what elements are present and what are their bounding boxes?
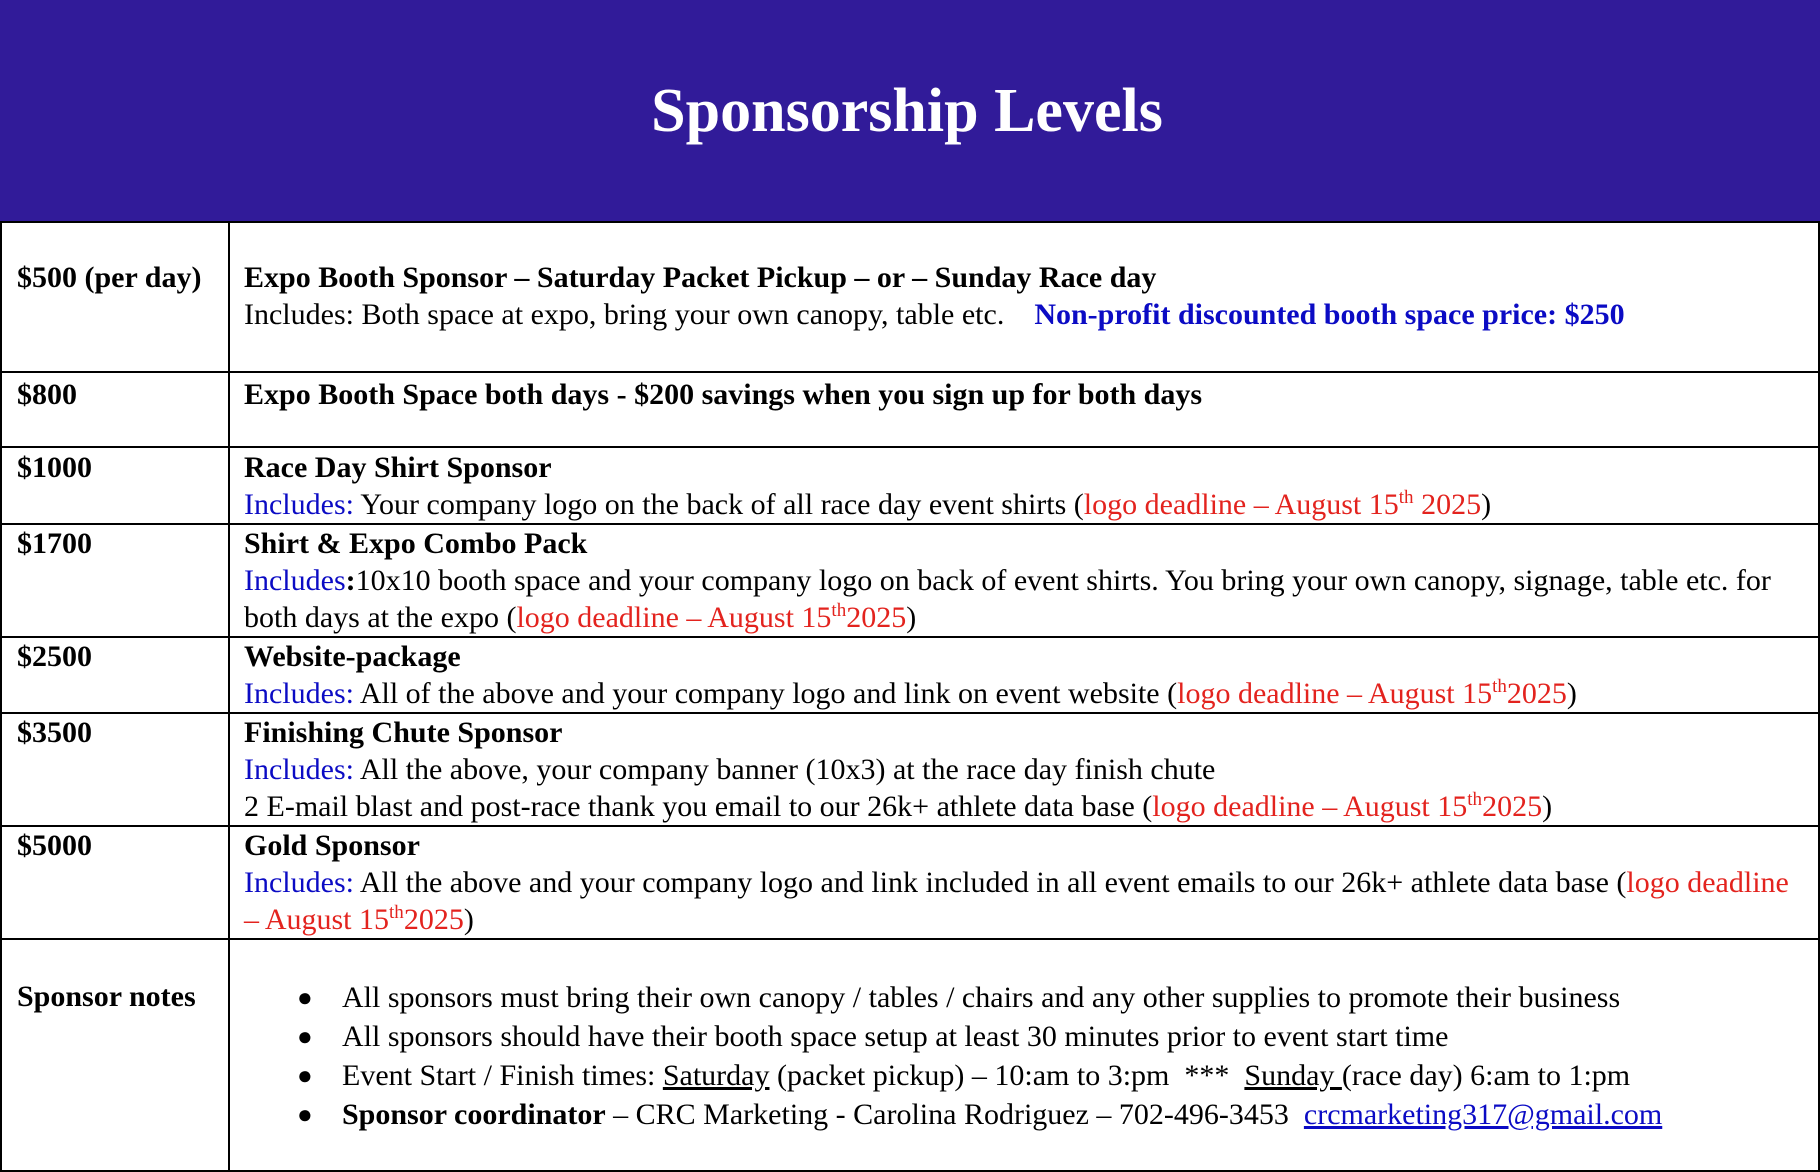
level-includes: Includes: All the above and your company logo and link included in all event emails to our 26k+ athlete data base (logo deadline – August 15th2025) xyxy=(244,866,1789,936)
description-cell xyxy=(229,637,1819,713)
table-row xyxy=(1,826,1819,939)
level-title: Shirt & Expo Combo Pack xyxy=(244,527,588,560)
table-row xyxy=(1,713,1819,826)
level-title: Gold Sponsor xyxy=(244,829,420,862)
logo-deadline: logo deadline – August 15th2025 xyxy=(1152,789,1543,823)
level-includes: Includes: Your company logo on the back of all race day event shirts (logo deadline – August 15th 2025) xyxy=(244,487,1492,521)
table-row xyxy=(1,447,1819,524)
level-includes: Includes:10x10 booth space and your company logo on back of event shirts. You bring your own canopy, signage, table etc. for both days at the expo (logo deadline – August 15th2025) xyxy=(244,564,1771,634)
level-title: Race Day Shirt Sponsor xyxy=(244,451,552,484)
level-title: Website-package xyxy=(244,640,461,673)
description-cell xyxy=(229,222,1819,372)
header-banner xyxy=(0,0,1820,221)
logo-deadline: logo deadline – August 15th2025 xyxy=(244,866,1789,936)
price: $500 (per day) xyxy=(17,261,202,294)
list-item: ● All sponsors should have their booth space setup at least 30 minutes prior to event start time xyxy=(342,1017,1818,1056)
price: $3500 xyxy=(17,716,92,749)
level-includes: Includes: Both space at expo, bring your own canopy, table etc. Non-profit discounted booth space price: $250 xyxy=(244,298,1625,331)
table-row xyxy=(1,372,1819,447)
page-title: Sponsorship Levels xyxy=(651,76,1163,145)
price: $1700 xyxy=(17,527,92,560)
price: $800 xyxy=(17,378,77,411)
bullet-icon: ● xyxy=(297,1100,313,1129)
price-cell xyxy=(1,713,229,826)
price: $5000 xyxy=(17,829,92,862)
sponsorship-table xyxy=(0,221,1820,1172)
price: $1000 xyxy=(17,451,92,484)
logo-deadline: logo deadline – August 15th 2025 xyxy=(1083,487,1482,521)
bullet-icon: ● xyxy=(297,1022,313,1051)
logo-deadline: logo deadline – August 15th2025 xyxy=(1177,676,1567,710)
notes-list xyxy=(230,978,1818,1134)
list-item: ● Event Start / Finish times: Saturday (packet pickup) – 10:am to 3:pm *** Sunday (race day) 6:am to 1:pm xyxy=(342,1056,1818,1095)
price-cell xyxy=(1,826,229,939)
table-row xyxy=(1,222,1819,372)
price: $2500 xyxy=(17,640,92,673)
price-cell xyxy=(1,637,229,713)
level-includes-extra: 2 E-mail blast and post-race thank you email to our 26k+ athlete data base (logo deadline – August 15th2025) xyxy=(244,789,1553,823)
notes-label: Sponsor notes xyxy=(17,980,196,1013)
table-row-notes xyxy=(1,939,1819,1171)
description-cell xyxy=(229,447,1819,524)
level-title: Finishing Chute Sponsor xyxy=(244,716,563,749)
price-cell xyxy=(1,447,229,524)
bullet-icon: ● xyxy=(297,1061,313,1090)
logo-deadline: logo deadline – August 15th2025 xyxy=(516,600,907,634)
nonprofit-price: Non-profit discounted booth space price: $250 xyxy=(1034,298,1625,331)
price-cell xyxy=(1,524,229,637)
notes-label-cell xyxy=(1,939,229,1171)
description-cell xyxy=(229,713,1819,826)
level-includes: Includes: All of the above and your company logo and link on event website (logo deadline – August 15th2025) xyxy=(244,676,1577,710)
bullet-icon: ● xyxy=(297,983,313,1012)
level-includes: Includes: All the above, your company banner (10x3) at the race day finish chute xyxy=(244,753,1216,786)
description-cell xyxy=(229,524,1819,637)
description-cell xyxy=(229,826,1819,939)
table-row xyxy=(1,637,1819,713)
list-item: ● All sponsors must bring their own canopy / tables / chairs and any other supplies to promote their business xyxy=(342,978,1818,1017)
table-row xyxy=(1,524,1819,637)
level-title: Expo Booth Sponsor – Saturday Packet Pickup – or – Sunday Race day xyxy=(244,261,1157,294)
list-item: ● Sponsor coordinator – CRC Marketing - Carolina Rodriguez – 702-496-3453 crcmarketing317@gmail.com xyxy=(342,1095,1818,1134)
price-cell xyxy=(1,372,229,447)
level-title: Expo Booth Space both days - $200 savings when you sign up for both days xyxy=(244,378,1203,411)
notes-cell xyxy=(229,939,1819,1171)
email-link[interactable]: crcmarketing317@gmail.com xyxy=(1303,1098,1663,1131)
price-cell xyxy=(1,222,229,372)
description-cell xyxy=(229,372,1819,447)
